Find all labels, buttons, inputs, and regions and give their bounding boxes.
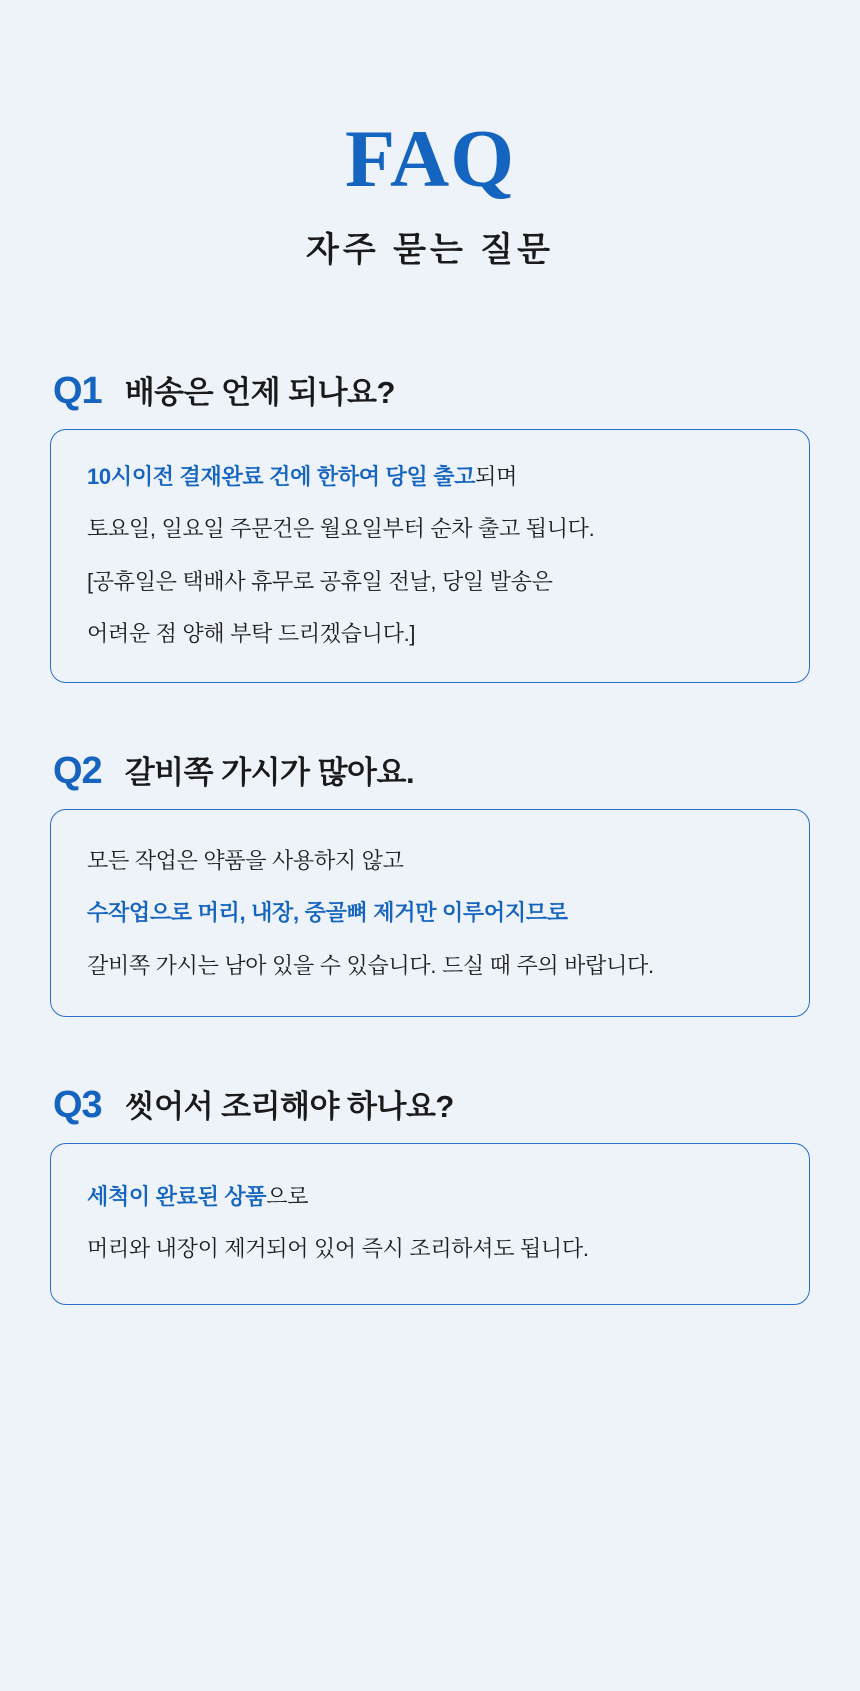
faq-answer-2 bbox=[50, 809, 810, 1017]
faq-answer-tail: 머리와 내장이 제거되어 있어 즉시 조리하셔도 됩니다. bbox=[87, 1236, 589, 1262]
faq-item-2 bbox=[50, 747, 810, 1017]
faq-item-1 bbox=[50, 367, 810, 683]
faq-answer-line bbox=[87, 516, 773, 541]
faq-item-3 bbox=[50, 1081, 810, 1305]
faq-question-text-3: 씻어서 조리해야 하나요? bbox=[124, 1089, 454, 1125]
faq-answer-line bbox=[87, 848, 773, 873]
faq-header bbox=[50, 0, 810, 271]
faq-answer-1 bbox=[50, 429, 810, 683]
faq-question-3 bbox=[50, 1081, 810, 1127]
faq-answer-line bbox=[87, 900, 773, 925]
page-title: FAQ bbox=[344, 113, 515, 204]
faq-answer-emphasis: 10시이전 결재완료 건에 한하여 당일 출고 bbox=[87, 464, 476, 489]
faq-answer-tail: 되며 bbox=[475, 464, 518, 489]
faq-question-text-1: 배송은 언제 되나요? bbox=[124, 375, 395, 410]
faq-answer-line bbox=[87, 569, 773, 594]
faq-answer-line bbox=[87, 621, 773, 646]
faq-answer-tail: 으로 bbox=[266, 1184, 309, 1210]
faq-question-label-2: Q2 bbox=[53, 750, 102, 793]
faq-answer-3 bbox=[50, 1143, 810, 1305]
faq-question-2 bbox=[50, 747, 810, 793]
faq-question-label-3: Q3 bbox=[53, 1084, 102, 1127]
faq-answer-tail: 토요일, 일요일 주문건은 월요일부터 순차 출고 됩니다. bbox=[87, 516, 595, 542]
faq-answer-tail: [공휴일은 택배사 휴무로 공휴일 전날, 당일 발송은 bbox=[87, 568, 553, 594]
faq-answer-line bbox=[87, 464, 773, 489]
faq-answer-emphasis: 수작업으로 머리, 내장, 중골뼈 제거만 이루어지므로 bbox=[87, 900, 568, 926]
faq-question-text-2: 갈비쪽 가시가 많아요. bbox=[124, 755, 415, 791]
faq-answer-line bbox=[87, 1236, 773, 1261]
faq-question-1 bbox=[50, 367, 810, 413]
faq-answer-emphasis: 세척이 완료된 상품 bbox=[87, 1184, 267, 1210]
faq-answer-tail: 갈비쪽 가시는 남아 있을 수 있습니다. 드실 때 주의 바랍니다. bbox=[87, 952, 654, 978]
faq-answer-line bbox=[87, 953, 773, 978]
faq-answer-tail: 모든 작업은 약품을 사용하지 않고 bbox=[87, 848, 404, 874]
faq-list bbox=[50, 367, 810, 1305]
faq-question-label-1: Q1 bbox=[53, 370, 102, 412]
faq-answer-tail: 어려운 점 양해 부탁 드리겠습니다.] bbox=[87, 620, 416, 646]
page-subtitle: 자주 묻는 질문 bbox=[306, 231, 554, 269]
faq-answer-line bbox=[87, 1184, 773, 1209]
